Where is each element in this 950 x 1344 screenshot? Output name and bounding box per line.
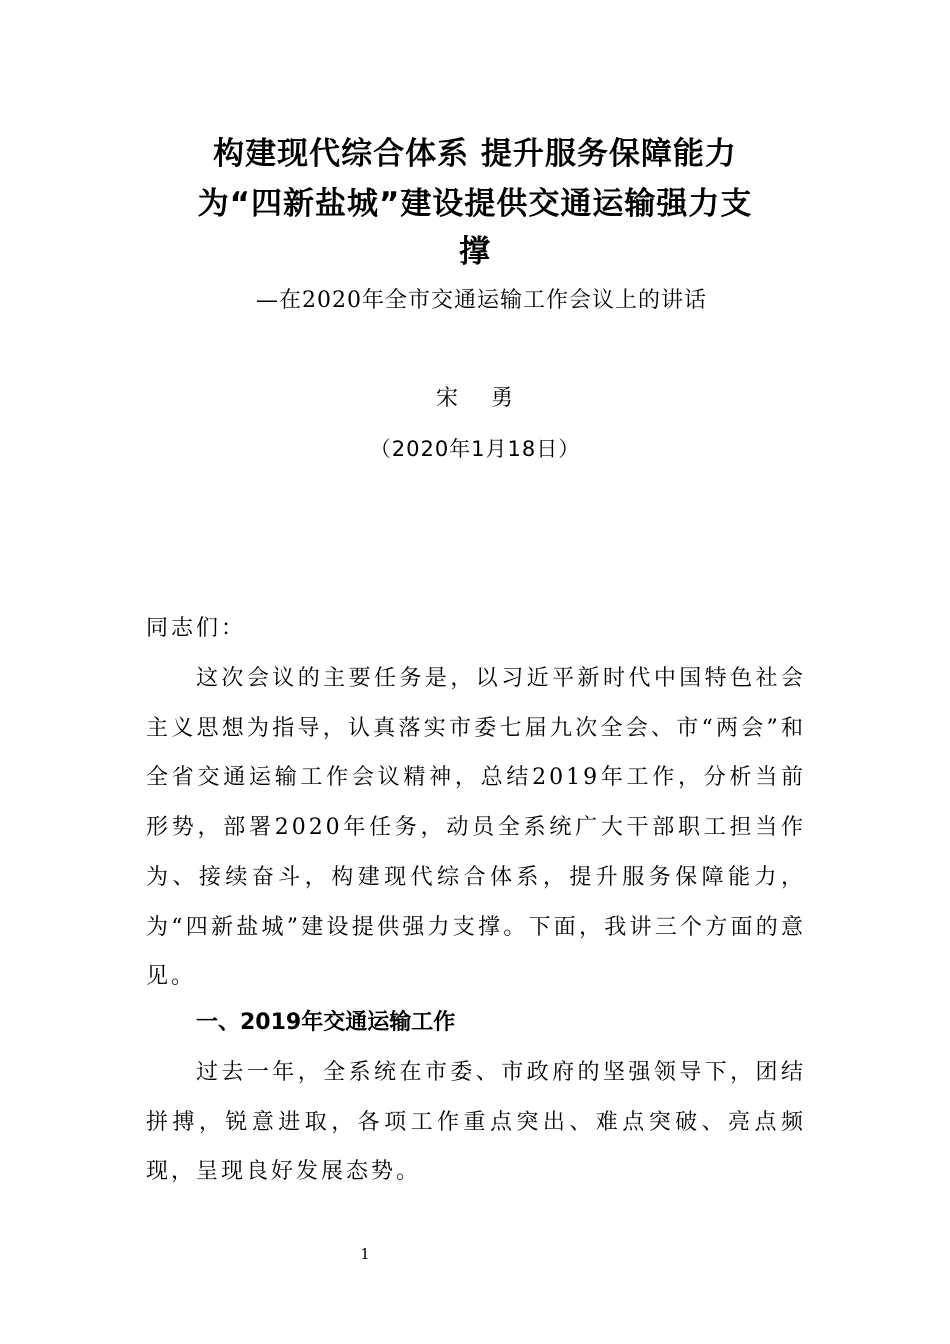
subtitle: —在2020年全市交通运输工作会议上的讲话 (256, 288, 707, 313)
paragraph-intro: 这次会议的主要任务是，以习近平新时代中国特色社会主义思想为指导，认真落实市委七届九次全会、市“两会”和全省交通运输工作会议精神，总结2019年工作，分析当前形势，部署2020年任务，动员全系统广大干部职工担当作为、接续奋斗，构建现代综合体系，提升服务保障能力，为“四新盐城”建设提供强力支撑。下面，我讲三个方面的意见。 (146, 666, 806, 990)
section-heading-1: 一、2019年交通运输工作 (196, 1010, 456, 1035)
author-name: 宋 勇 (436, 386, 514, 411)
paragraph-section-1: 过去一年，全系统在市委、市政府的坚强领导下，团结拼搏，锐意进取，各项工作重点突出、难点突破、亮点频现，呈现良好发展态势。 (146, 1060, 806, 1185)
greeting: 同志们： (146, 616, 247, 641)
title-line-1: 构建现代综合体系 提升服务保障能力 (213, 136, 737, 172)
title-line-2: 为“四新盐城”建设提供交通运输强力支 (197, 186, 753, 222)
page-number: 1 (360, 1245, 370, 1263)
title-line-3: 撑 (459, 234, 491, 270)
speech-date: （2020年1月18日） (369, 437, 581, 461)
